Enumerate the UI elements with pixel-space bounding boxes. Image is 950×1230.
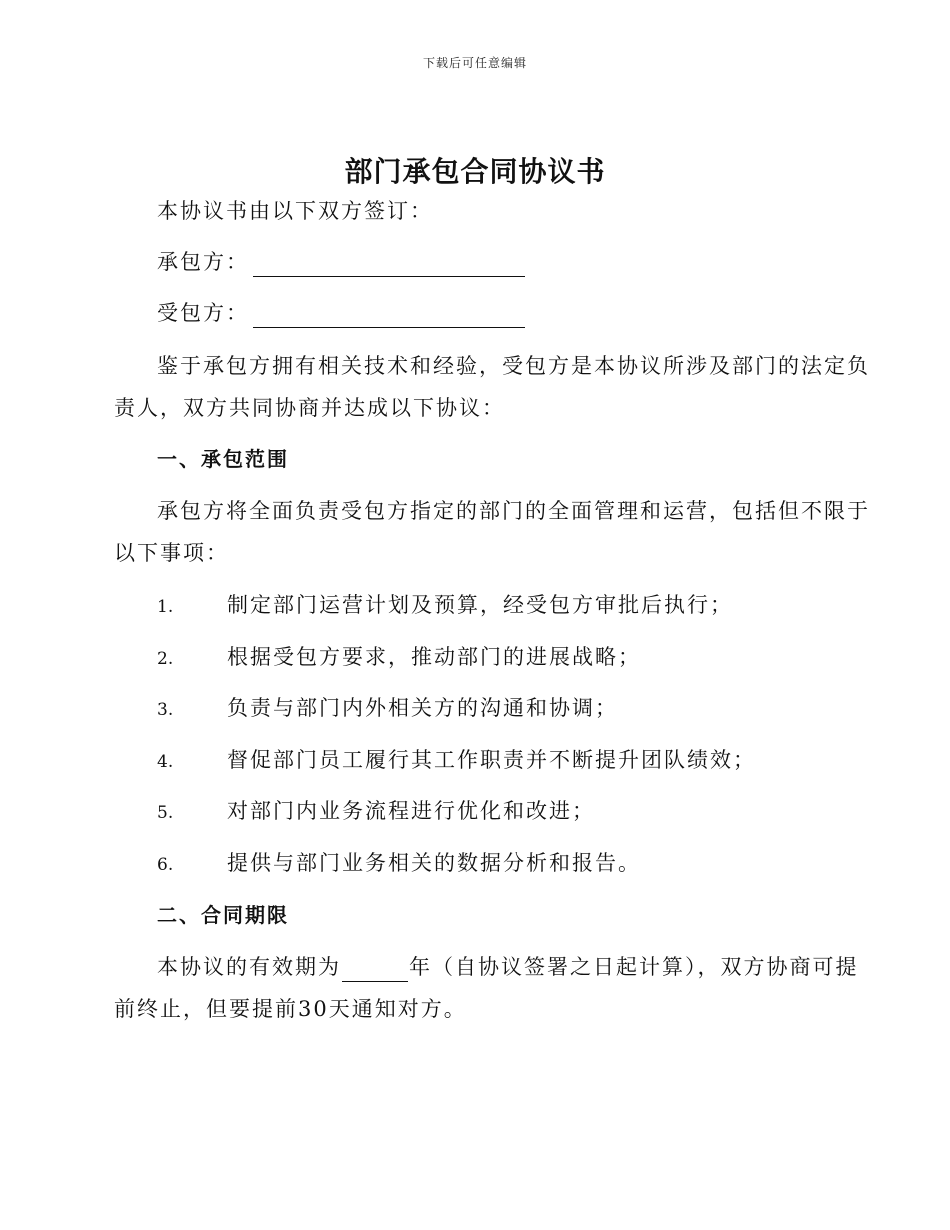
section-2-line-1: [157, 952, 879, 982]
document-title: 部门承包合同协议书: [344, 155, 606, 188]
preamble-line-1: 鉴于承包方拥有相关技术和经验，受包方是本协议所涉及部门的法定负: [157, 354, 870, 378]
term-text-before: 本协议的有效期为: [157, 955, 341, 979]
list-item-number: 6.: [157, 855, 174, 875]
term-years-blank[interactable]: [342, 959, 408, 982]
section-2-line-2: 前终止，但要提前30天通知对方。: [114, 997, 467, 1021]
party-b-row: [157, 298, 879, 328]
party-b-label: 受包方：: [157, 301, 249, 325]
party-a-row: [157, 247, 879, 277]
list-item: [157, 642, 837, 674]
list-item: [157, 796, 837, 828]
list-item-number: 2.: [157, 649, 174, 669]
list-item: [157, 745, 837, 777]
header-note: 下载后可任意编辑: [422, 56, 527, 70]
section-1-intro-line-2: 以下事项：: [114, 541, 229, 565]
list-item-number: 3.: [157, 700, 174, 720]
section-2-heading: 二、合同期限: [157, 903, 289, 927]
list-item-number: 1.: [157, 597, 174, 617]
list-item-text: 提供与部门业务相关的数据分析和报告。: [227, 851, 641, 875]
party-a-label: 承包方：: [157, 250, 249, 274]
party-a-blank[interactable]: [253, 254, 525, 277]
list-item: [157, 693, 837, 725]
list-item-text: 根据受包方要求，推动部门的进展战略；: [227, 645, 641, 669]
list-item-text: 督促部门员工履行其工作职责并不断提升团队绩效；: [227, 748, 756, 772]
intro-text: 本协议书由以下双方签订：: [157, 199, 433, 223]
party-b-blank[interactable]: [253, 305, 525, 328]
list-item-text: 对部门内业务流程进行优化和改进；: [227, 799, 595, 823]
list-item-number: 5.: [157, 803, 174, 823]
list-item-number: 4.: [157, 752, 174, 772]
list-item: [157, 848, 837, 880]
list-item-text: 负责与部门内外相关方的沟通和协调；: [227, 696, 618, 720]
section-1-intro-line-1: 承包方将全面负责受包方指定的部门的全面管理和运营，包括但不限于: [157, 499, 870, 523]
term-text-after: 年（自协议签署之日起计算），双方协商可提: [409, 955, 859, 979]
preamble-line-2: 责人，双方共同协商并达成以下协议：: [114, 396, 505, 420]
list-item-text: 制定部门运营计划及预算，经受包方审批后执行；: [227, 593, 733, 617]
section-1-heading: 一、承包范围: [157, 447, 289, 471]
list-item: [157, 590, 837, 622]
